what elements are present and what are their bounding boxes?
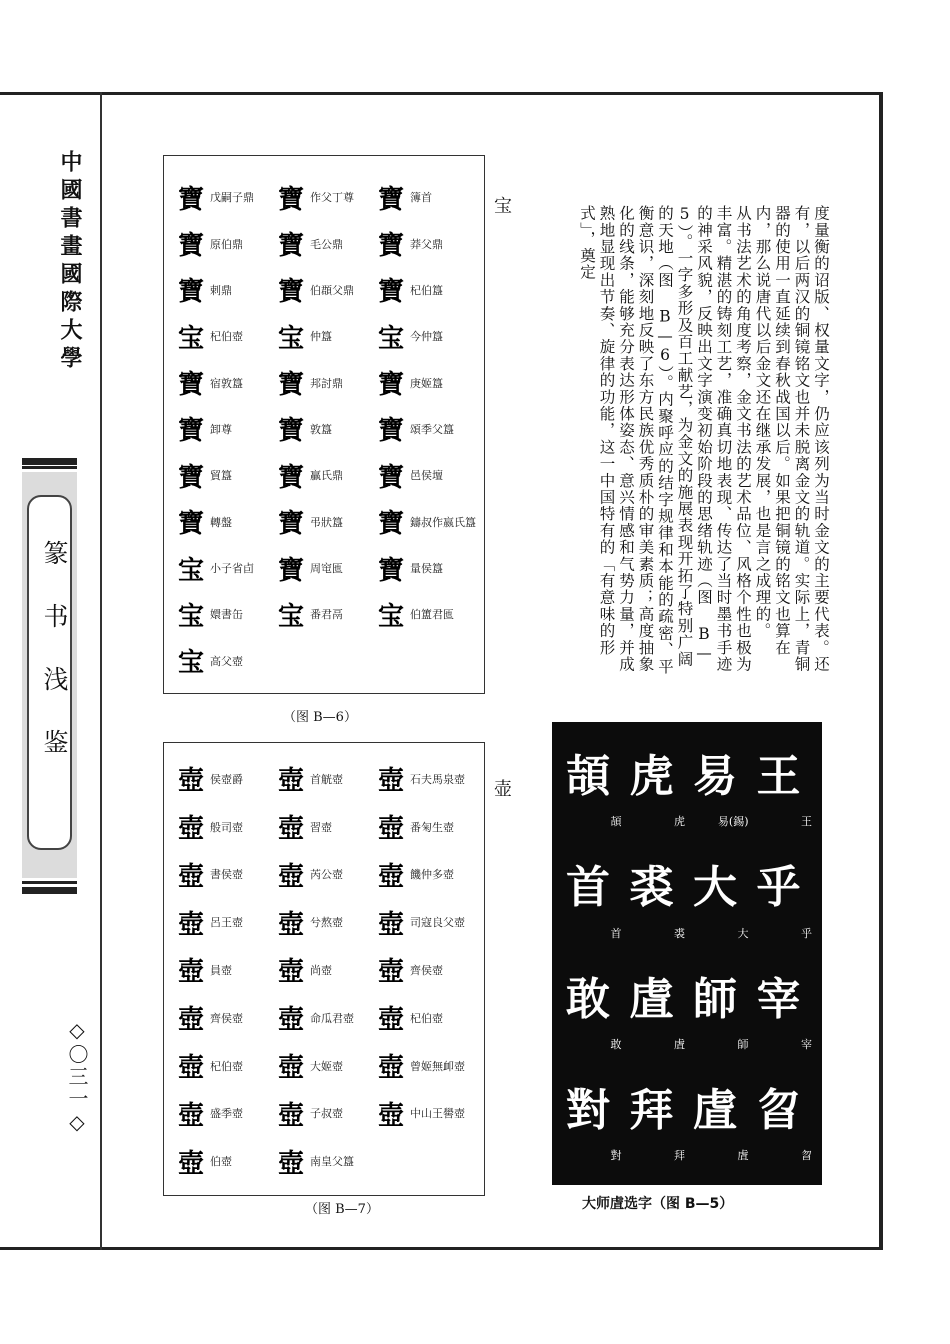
fig6-glyph: 寶: [178, 277, 205, 308]
fig6-glyph: 寶: [278, 416, 305, 447]
fig6-label: 弔狀簋: [310, 515, 344, 529]
fig7-glyph: 壺: [278, 814, 305, 845]
rubbing-cell: [560, 732, 624, 843]
fig6-item: [178, 452, 278, 498]
fig7-item: [378, 755, 478, 803]
rubbing-glyph: 大: [693, 862, 737, 914]
rubbing-glyph: 乎: [756, 862, 801, 914]
rubbing-glyph: 裘: [629, 862, 674, 914]
fig7-label: 石夫馬泉壺: [410, 772, 466, 786]
sidebar-divider: [100, 92, 102, 1250]
fig7-label: 大姬壺: [310, 1059, 344, 1073]
fig6-label: 宿敦簋: [210, 376, 244, 390]
fig6-item: [278, 452, 378, 498]
fig6-glyph: 寶: [278, 277, 305, 308]
fig6-item: [378, 313, 478, 359]
rubbing-label: 乎: [801, 926, 812, 940]
fig7-label: 侯壺爵: [210, 772, 244, 786]
figure-b7-grid: [178, 755, 478, 1185]
fig6-label: 小子省卣: [210, 562, 255, 576]
rubbing-label: 曶: [801, 1149, 812, 1162]
fig6-glyph: 寶: [278, 184, 305, 215]
fig7-item: [378, 851, 478, 899]
fig7-glyph: 壺: [178, 1005, 205, 1036]
fig7-glyph: 壺: [178, 909, 205, 940]
fig7-item: [278, 755, 378, 803]
rubbing-glyph: 虘: [629, 973, 674, 1025]
fig7-glyph: 壺: [278, 1005, 305, 1036]
fig6-glyph: 寶: [178, 184, 205, 215]
fig7-glyph: 壺: [278, 1148, 305, 1179]
fig6-glyph: 寶: [378, 462, 405, 493]
fig6-label: 嬛書缶: [210, 608, 244, 622]
fig7-item: [278, 1137, 378, 1185]
fig6-label: 敦簋: [310, 422, 333, 436]
rubbing-cell: [687, 843, 751, 954]
fig6-glyph: 寶: [178, 462, 205, 493]
fig6-label: 今仲簋: [410, 330, 444, 344]
rubbing-glyph: 首: [566, 862, 610, 914]
fig6-item: [378, 499, 478, 545]
fig6-glyph: 寶: [178, 509, 205, 540]
fig7-glyph: 壺: [278, 861, 305, 892]
fig6-glyph: 寶: [178, 231, 205, 262]
fig7-glyph: 壺: [378, 814, 405, 845]
fig6-item: [278, 591, 378, 637]
rubbing-label: 拜: [674, 1149, 685, 1162]
fig7-label: 齊侯壺: [210, 1011, 244, 1025]
fig6-label: 贏氏鼎: [310, 469, 344, 483]
fig6-item: [278, 267, 378, 313]
fig7-label: 杞伯壺: [410, 1011, 444, 1025]
fig6-glyph: 宝: [178, 601, 205, 632]
fig6-item: [278, 545, 378, 591]
fig7-label: 尚壺: [310, 963, 333, 977]
fig7-label: 杞伯壺: [210, 1059, 244, 1073]
rubbing-cell: [687, 955, 751, 1066]
fig6-label: 毛公鼎: [310, 237, 344, 251]
fig6-label: 作父丁尊: [310, 191, 355, 205]
fig6-label: 簿首: [410, 191, 433, 205]
fig7-glyph: 壺: [378, 766, 405, 797]
fig7-item: [278, 898, 378, 946]
fig7-glyph: 壺: [178, 766, 205, 797]
fig6-label: 杞伯壺: [210, 330, 244, 344]
fig7-label: 南皇父簋: [310, 1155, 355, 1169]
fig7-label: 般司壺: [210, 820, 244, 834]
fig7-item: [278, 851, 378, 899]
fig6-label: 高父壺: [210, 654, 244, 668]
figure-b6-caption: （图 B—6）: [283, 710, 357, 725]
fig7-glyph: 壺: [278, 957, 305, 988]
fig6-item: [178, 359, 278, 405]
fig6-glyph: 寶: [378, 370, 405, 401]
rubbing-glyph: 易: [693, 751, 737, 802]
rubbing-glyph: 頡: [566, 751, 610, 802]
rubbing-cell: [560, 1066, 624, 1177]
fig6-label: 頌季父簋: [410, 422, 455, 436]
fig6-glyph: 宝: [278, 323, 305, 354]
fig6-item: [278, 499, 378, 545]
fig6-glyph: 寶: [278, 370, 305, 401]
fig6-item: [378, 545, 478, 591]
rubbing-glyph: 虘: [693, 1084, 737, 1136]
fig6-label: 貿簋: [210, 469, 233, 483]
fig6-label: 鑄叔作嬴氏簋: [410, 515, 477, 529]
fig6-item: [378, 174, 478, 220]
fig7-glyph: 壺: [178, 957, 205, 988]
banner-band-bottom-thin: [22, 881, 77, 884]
fig6-glyph: 寶: [178, 416, 205, 447]
fig6-label: 庚姬簋: [410, 376, 444, 390]
fig6-glyph: 寶: [278, 462, 305, 493]
fig6-label: 邑侯壇: [410, 469, 444, 483]
fig7-item: [178, 755, 278, 803]
fig6-glyph: 寶: [378, 416, 405, 447]
fig6-item: [178, 313, 278, 359]
fig7-item: [378, 1089, 478, 1137]
fig7-glyph: 壺: [378, 909, 405, 940]
rubbing-cell: [751, 955, 815, 1066]
fig7-item: [378, 1042, 478, 1090]
rubbing-label: 對: [610, 1149, 622, 1162]
rubbing-glyph: 虎: [629, 751, 674, 802]
fig7-item: [378, 994, 478, 1042]
fig7-item: [178, 994, 278, 1042]
fig7-item: [378, 898, 478, 946]
fig7-glyph: 壺: [278, 1100, 305, 1131]
fig6-glyph: 寶: [378, 277, 405, 308]
fig6-item: [178, 638, 278, 684]
fig7-label: 番匊生壺: [410, 820, 455, 834]
rubbing-cell: [624, 955, 688, 1066]
rubbing-label: 敢: [610, 1037, 622, 1051]
banner-band-top: [22, 458, 77, 465]
fig6-label: 卸尊: [210, 422, 233, 436]
rubbing-glyph: 師: [693, 973, 737, 1025]
fig6-label: 剌鼎: [210, 283, 233, 297]
fig7-item: [278, 1042, 378, 1090]
fig7-glyph: 壺: [378, 1053, 405, 1084]
rubbing-cell: [751, 1066, 815, 1177]
fig6-item: [178, 499, 278, 545]
fig7-glyph: 壺: [278, 766, 305, 797]
fig6-label: 戊嗣子鼎: [210, 191, 255, 205]
fig6-glyph: 寶: [278, 555, 305, 586]
banner-band-bottom: [22, 887, 77, 894]
fig6-label: 仲簋: [310, 330, 333, 344]
body-text: 度量衡的诏版、权量文字，仍应该列为当时金文的主要代表。还有，以后两汉的铜镜铭文也并未脱离金文的轨道。实际上，青铜器的使用一直延续到春秋战国以后。如果把铜镜的铭文也算在内，那么说唐代以后金文还在继承发展，也是言之成理的。 从书法艺术的角度考察，金文书法的艺术品位、风格个性也极为丰富。精湛的铸刻工艺，准确真切地表现、传达了当时墨书手迹的神采风貌，反映出文字演变初始阶段的思绪轨迹（图 B—5）。一字多形及百工献艺，为金文的施展表现开拓了特别广阔的天地（图 B—6）。内聚呼应的结字规律和本能的疏密、平衡意识，深刻地反映了东方民族优秀质朴的审美素质；高度抽象化的线条，能够充分表达形体姿态、意兴情感和气势力量，并成熟地显现出节奏、旋律的功能，这一中国特有的「有意味的形式」，奠定: [578, 205, 830, 675]
rubbing-cell: [687, 1066, 751, 1177]
fig7-label: 習壺: [310, 820, 333, 834]
fig7-glyph: 壺: [178, 1053, 205, 1084]
fig7-item: [178, 946, 278, 994]
rubbing-cell: [624, 843, 688, 954]
fig6-item: [278, 220, 378, 266]
fig7-glyph: 壺: [378, 861, 405, 892]
fig7-label: 司寇良父壺: [410, 916, 466, 930]
fig6-glyph: 寶: [278, 509, 305, 540]
rubbing-label: 頡: [610, 815, 622, 829]
fig6-label: 邦討鼎: [310, 376, 344, 390]
fig7-label: 齊侯壺: [410, 963, 444, 977]
fig7-label: 書侯壺: [210, 868, 244, 882]
banner-band-top-thin: [22, 466, 77, 469]
rubbing-cell: [624, 1066, 688, 1177]
rubbing-grid: [560, 732, 814, 1177]
fig7-label: 子叔壺: [310, 1107, 344, 1121]
fig7-glyph: 壺: [178, 1148, 205, 1179]
fig7-glyph: 壺: [278, 909, 305, 940]
fig6-glyph: 寶: [378, 509, 405, 540]
fig7-glyph: 壺: [278, 1053, 305, 1084]
fig6-label: 伯簠君匜: [410, 608, 455, 622]
rubbing-glyph: 王: [756, 751, 801, 802]
figure-b7-char-label: 壶: [494, 779, 512, 800]
fig7-glyph: 壺: [178, 1100, 205, 1131]
fig6-label: 原伯鼎: [210, 237, 244, 251]
fig6-label: 杞伯簋: [410, 283, 444, 297]
fig6-item: [178, 545, 278, 591]
fig6-item: [378, 452, 478, 498]
rubbing-panel: [552, 722, 822, 1185]
rubbing-glyph: 宰: [756, 973, 801, 1025]
fig6-item: [378, 267, 478, 313]
rubbing-glyph: 曶: [756, 1084, 801, 1136]
fig7-glyph: 壺: [378, 1005, 405, 1036]
fig6-glyph: 宝: [178, 648, 205, 679]
rubbing-label: 易(錫): [717, 815, 749, 829]
fig6-item: [278, 174, 378, 220]
fig6-item: [378, 591, 478, 637]
rubbing-cell: [560, 955, 624, 1066]
fig7-label: 命瓜君壺: [310, 1011, 355, 1025]
rubbing-label: 虘: [674, 1037, 685, 1051]
rubbing-glyph: 對: [566, 1084, 610, 1136]
rubbing-label: 大: [737, 926, 749, 940]
rubbing-label: 宰: [801, 1037, 812, 1051]
fig7-item: [278, 994, 378, 1042]
fig7-item: [178, 1089, 278, 1137]
fig7-item: [178, 898, 278, 946]
rubbing-cell: [751, 732, 815, 843]
fig7-glyph: 壺: [378, 1100, 405, 1131]
fig7-item: [278, 946, 378, 994]
fig7-item: [278, 803, 378, 851]
fig6-glyph: 寶: [178, 370, 205, 401]
fig7-glyph: 壺: [378, 957, 405, 988]
fig6-label: 周窀匜: [310, 562, 344, 576]
figure-b6-grid: [178, 174, 478, 684]
figure-b7-caption: （图 B—7）: [305, 1202, 379, 1217]
fig6-item: [178, 220, 278, 266]
fig6-glyph: 宝: [378, 601, 405, 632]
rubbing-label: 師: [737, 1037, 749, 1051]
fig7-label: 曾姬無卹壺: [410, 1059, 466, 1073]
rubbing-label: 王: [801, 815, 812, 829]
rubbing-cell: [751, 843, 815, 954]
fig6-glyph: 寶: [278, 231, 305, 262]
fig7-label: 盛季壺: [210, 1107, 244, 1121]
fig6-glyph: 宝: [378, 323, 405, 354]
fig6-item: [178, 267, 278, 313]
fig6-item: [278, 406, 378, 452]
fig7-label: 芮公壺: [310, 868, 344, 882]
rubbing-cell: [560, 843, 624, 954]
fig6-label: 莽父鼎: [410, 237, 444, 251]
fig6-glyph: 宝: [278, 601, 305, 632]
fig7-label: 首觥壺: [310, 772, 344, 786]
fig6-glyph: 寶: [378, 184, 405, 215]
rubbing-glyph: 敢: [566, 973, 610, 1025]
fig7-item: [178, 1042, 278, 1090]
rubbing-caption: 大师虘选字（图 B—5）: [582, 1196, 734, 1212]
fig6-glyph: 宝: [178, 323, 205, 354]
book-title: 篆书浅鉴: [40, 540, 69, 792]
fig6-item: [178, 174, 278, 220]
rubbing-cell: [687, 732, 751, 843]
fig7-label: 員壺: [210, 963, 233, 977]
figure-b6-char-label: 宝: [494, 196, 512, 217]
fig6-item: [378, 406, 478, 452]
rubbing-label: 首: [610, 926, 622, 940]
figure-b6: [163, 155, 485, 694]
fig7-label: 中山王嚳壺: [410, 1107, 466, 1121]
fig7-glyph: 壺: [178, 861, 205, 892]
rubbing-label: 虎: [674, 815, 685, 829]
fig6-item: [278, 313, 378, 359]
fig6-item: [378, 359, 478, 405]
rubbing-cell: [624, 732, 688, 843]
rubbing-label: 裘: [674, 926, 685, 940]
fig6-glyph: 宝: [178, 555, 205, 586]
fig6-item: [178, 591, 278, 637]
fig6-label: 量侯簋: [410, 562, 444, 576]
fig7-item: [378, 803, 478, 851]
fig7-item: [178, 803, 278, 851]
fig7-item: [178, 1137, 278, 1185]
fig6-glyph: 寶: [378, 231, 405, 262]
fig6-item: [278, 359, 378, 405]
fig7-item: [278, 1089, 378, 1137]
rubbing-glyph: 拜: [629, 1084, 674, 1136]
fig6-label: 轉盤: [210, 515, 233, 529]
fig7-label: 饑仲多壺: [410, 868, 455, 882]
fig6-item: [178, 406, 278, 452]
fig6-label: 伯頵父鼎: [310, 283, 355, 297]
fig7-item: [378, 946, 478, 994]
fig7-label: 兮熬壺: [310, 916, 344, 930]
fig6-glyph: 寶: [378, 555, 405, 586]
fig7-item: [178, 851, 278, 899]
fig7-label: 伯壺: [210, 1155, 233, 1169]
fig7-label: 呂王壺: [210, 916, 244, 930]
rubbing-label: 虘: [737, 1149, 749, 1162]
fig6-item: [378, 220, 478, 266]
fig7-glyph: 壺: [178, 814, 205, 845]
university-name: 中國書畫國際大學: [57, 150, 83, 374]
page-number: ◇〇三一◇: [65, 1018, 89, 1136]
fig6-label: 番君鬲: [310, 608, 344, 622]
figure-b7: [163, 742, 485, 1196]
